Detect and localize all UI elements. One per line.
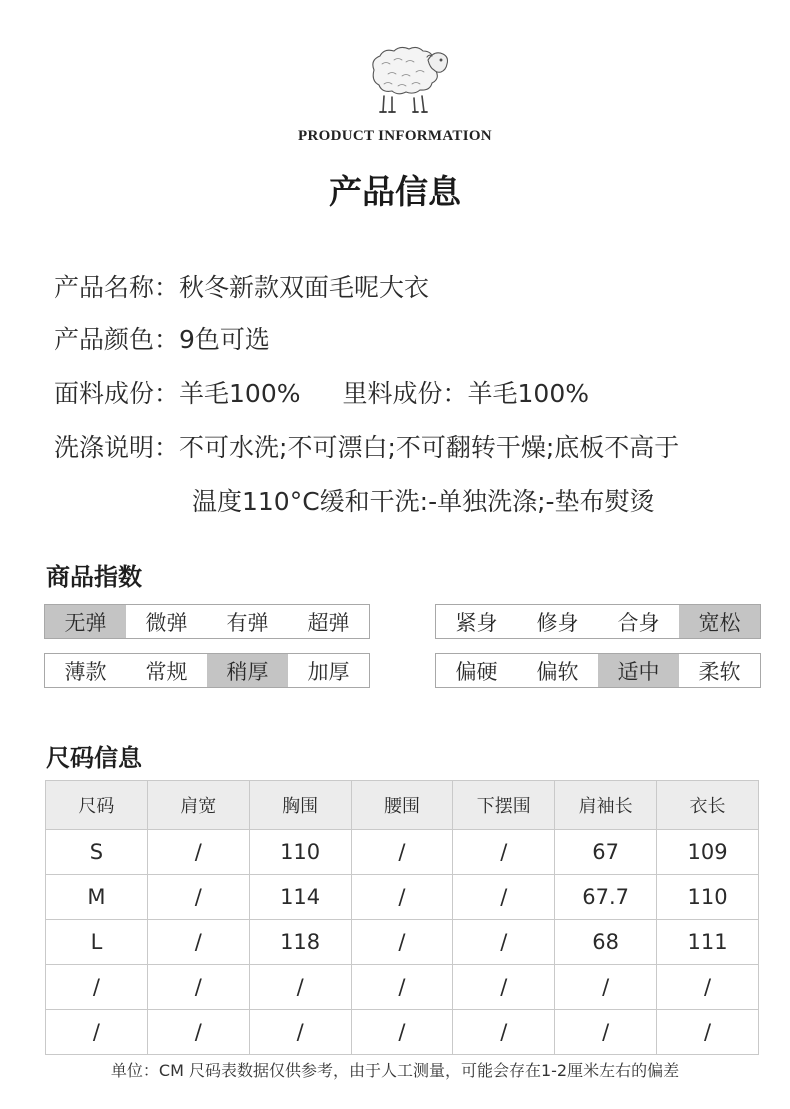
table-cell: 67	[555, 830, 657, 875]
index-option: 适中	[598, 654, 679, 687]
index-option: 宽松	[679, 605, 760, 638]
table-cell: S	[46, 830, 148, 875]
table-cell: /	[453, 875, 555, 920]
table-cell: 68	[555, 920, 657, 965]
table-cell: /	[147, 1010, 249, 1055]
table-cell: /	[453, 830, 555, 875]
index-option: 无弹	[45, 605, 126, 638]
table-cell: /	[46, 965, 148, 1010]
index-option: 偏硬	[455, 659, 498, 684]
index-option: 柔软	[698, 659, 741, 684]
index-option: 加厚	[307, 659, 350, 684]
product-name-label: 产品名称：	[54, 273, 180, 302]
table-cell: /	[46, 1010, 148, 1055]
index-option: 合身	[617, 610, 660, 635]
table-cell: 111	[657, 920, 759, 965]
table-cell: /	[351, 875, 453, 920]
product-information-heading: PRODUCT INFORMATION	[298, 128, 492, 144]
table-cell: /	[147, 965, 249, 1010]
lining-value: 羊毛100%	[467, 379, 589, 408]
table-cell: 118	[249, 920, 351, 965]
index-option: 常规	[145, 659, 188, 684]
table-row	[46, 1010, 759, 1055]
table-cell: 109	[657, 830, 759, 875]
table-cell: /	[453, 965, 555, 1010]
elasticity-index	[44, 604, 370, 639]
table-cell: 114	[249, 875, 351, 920]
table-cell: /	[147, 830, 249, 875]
header-cell: 肩袖长	[555, 781, 657, 830]
table-cell: /	[351, 830, 453, 875]
table-cell: /	[351, 1010, 453, 1055]
header-cell: 下摆围	[453, 781, 555, 830]
table-cell: /	[147, 920, 249, 965]
fit-index	[435, 604, 761, 639]
table-cell: /	[657, 965, 759, 1010]
header-cell: 肩宽	[147, 781, 249, 830]
header-cell: 胸围	[249, 781, 351, 830]
sheep-icon	[362, 40, 452, 118]
fabric-value: 羊毛100%	[179, 379, 301, 408]
table-row	[46, 920, 759, 965]
lining-label: 里料成份：	[342, 379, 468, 408]
table-cell: /	[555, 1010, 657, 1055]
header-cell: 腰围	[351, 781, 453, 830]
table-row	[46, 830, 759, 875]
header-cell: 衣长	[657, 781, 759, 830]
table-cell: /	[351, 920, 453, 965]
thickness-index	[44, 653, 370, 688]
table-cell: /	[453, 1010, 555, 1055]
table-cell: 110	[657, 875, 759, 920]
product-color-value: 9色可选	[179, 325, 270, 354]
index-option: 薄款	[64, 659, 107, 684]
table-cell: M	[46, 875, 148, 920]
index-option: 偏软	[536, 659, 579, 684]
table-row	[46, 965, 759, 1010]
index-option: 紧身	[455, 610, 498, 635]
table-row	[46, 875, 759, 920]
table-cell: /	[657, 1010, 759, 1055]
size-info-title: 尺码信息	[46, 744, 142, 772]
index-option: 修身	[536, 610, 579, 635]
table-cell: /	[351, 965, 453, 1010]
fabric-label: 面料成份：	[54, 379, 180, 408]
table-cell: /	[249, 1010, 351, 1055]
product-color-label: 产品颜色：	[54, 325, 180, 354]
product-index-title: 商品指数	[46, 563, 142, 591]
wash-line-2: 温度110°C缓和干洗:-单独洗涤;-垫布熨烫	[192, 487, 655, 516]
product-info-title: 产品信息	[329, 172, 461, 211]
index-option: 超弹	[307, 610, 350, 635]
size-table-header	[46, 781, 759, 830]
material-row	[54, 374, 589, 410]
table-cell: 110	[249, 830, 351, 875]
index-option: 微弹	[145, 610, 188, 635]
table-cell: /	[147, 875, 249, 920]
product-name-row	[54, 268, 429, 304]
measurement-note: 单位：CM 尺码表数据仅供参考，由于人工测量，可能会存在1-2厘米左右的偏差	[110, 1061, 680, 1080]
index-option: 有弹	[226, 610, 269, 635]
table-cell: /	[249, 965, 351, 1010]
wash-instructions-row	[54, 428, 679, 464]
product-name-value: 秋冬新款双面毛呢大衣	[179, 273, 430, 302]
wash-line-1: 不可水洗;不可漂白;不可翻转干燥;底板不高于	[179, 433, 680, 462]
table-cell: /	[453, 920, 555, 965]
size-table	[45, 780, 759, 1055]
table-cell: /	[555, 965, 657, 1010]
header-cell: 尺码	[46, 781, 148, 830]
table-cell: 67.7	[555, 875, 657, 920]
table-cell: L	[46, 920, 148, 965]
softness-index	[435, 653, 761, 688]
product-color-row	[54, 320, 270, 356]
wash-label: 洗涤说明：	[54, 433, 180, 462]
index-option: 稍厚	[207, 654, 288, 687]
